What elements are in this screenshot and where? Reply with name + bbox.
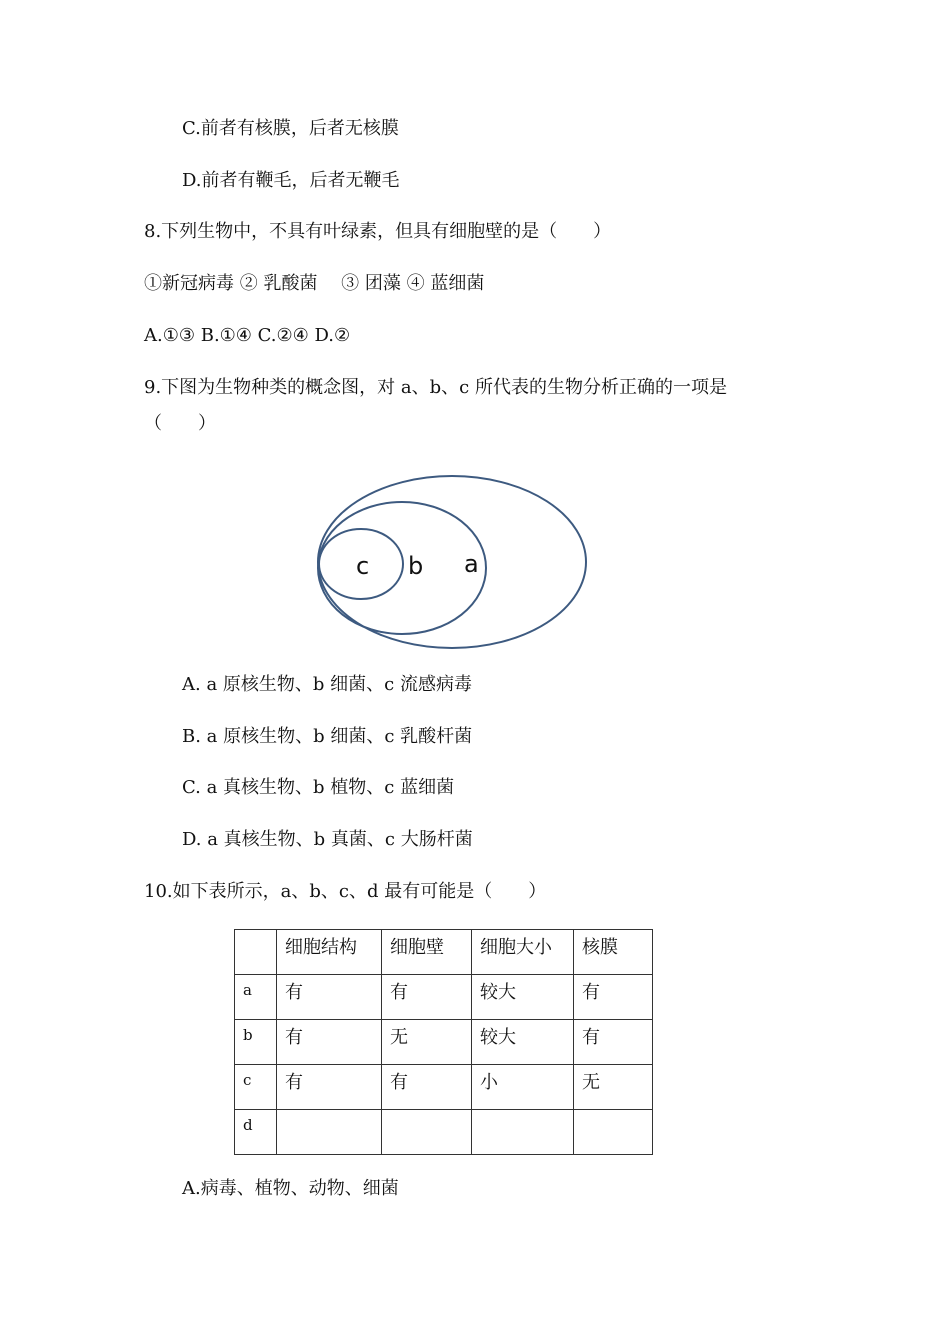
q7-option-d: D.前者有鞭毛，后者无鞭毛 [182, 170, 400, 191]
table-row [235, 1110, 653, 1155]
table-cell: 较大 [472, 975, 574, 1020]
table-cell: 有 [382, 975, 472, 1020]
venn-label-c: c [356, 552, 370, 580]
table-cell: d [235, 1110, 277, 1155]
table-cell: 较大 [472, 1020, 574, 1065]
table-header-cell: 细胞大小 [472, 930, 574, 975]
table-header-cell: 细胞壁 [382, 930, 472, 975]
table-row [235, 1020, 653, 1065]
table-cell: 有 [382, 1065, 472, 1110]
table-header-cell [235, 930, 277, 975]
table-header-row [235, 930, 653, 975]
table-header-cell: 核膜 [574, 930, 653, 975]
table-cell: 小 [472, 1065, 574, 1110]
q9-paren: （ ） [144, 413, 216, 434]
q9-option-b: B. a 原核生物、b 细菌、c 乳酸杆菌 [182, 726, 473, 747]
q8-items: ①新冠病毒 ② 乳酸菌 ③ 团藻 ④ 蓝细菌 [144, 273, 485, 294]
table-cell [382, 1110, 472, 1155]
table-cell [472, 1110, 574, 1155]
table-header-cell: 细胞结构 [277, 930, 382, 975]
table-cell: 有 [574, 1020, 653, 1065]
table-row [235, 975, 653, 1020]
table-cell [574, 1110, 653, 1155]
table-cell: 有 [574, 975, 653, 1020]
table-cell: 有 [277, 975, 382, 1020]
venn-label-a: a [464, 550, 479, 578]
table-cell: a [235, 975, 277, 1020]
venn-diagram [316, 472, 592, 654]
q9-option-c: C. a 真核生物、b 植物、c 蓝细菌 [182, 777, 455, 798]
q10-stem: 10.如下表所示，a、b、c、d 最有可能是（ ） [144, 881, 547, 902]
q9-option-d: D. a 真核生物、b 真菌、c 大肠杆菌 [182, 829, 473, 850]
table-cell: 无 [574, 1065, 653, 1110]
table-cell: 无 [382, 1020, 472, 1065]
q7-option-c: C.前者有核膜，后者无核膜 [182, 118, 399, 139]
q10-table [234, 929, 653, 1155]
q9-option-a: A. a 原核生物、b 细菌、c 流感病毒 [182, 674, 472, 695]
table-cell: b [235, 1020, 277, 1065]
table-row [235, 1065, 653, 1110]
q9-stem: 9.下图为生物种类的概念图，对 a、b、c 所代表的生物分析正确的一项是 [144, 377, 727, 398]
q8-options: A.①③ B.①④ C.②④ D.② [144, 325, 351, 346]
table-cell: 有 [277, 1065, 382, 1110]
table-cell [277, 1110, 382, 1155]
venn-label-b: b [408, 552, 424, 580]
table-cell: c [235, 1065, 277, 1110]
q10-option-a: A.病毒、植物、动物、细菌 [182, 1178, 399, 1199]
table-cell: 有 [277, 1020, 382, 1065]
q8-stem: 8.下列生物中，不具有叶绿素，但具有细胞壁的是（ ） [144, 221, 612, 242]
